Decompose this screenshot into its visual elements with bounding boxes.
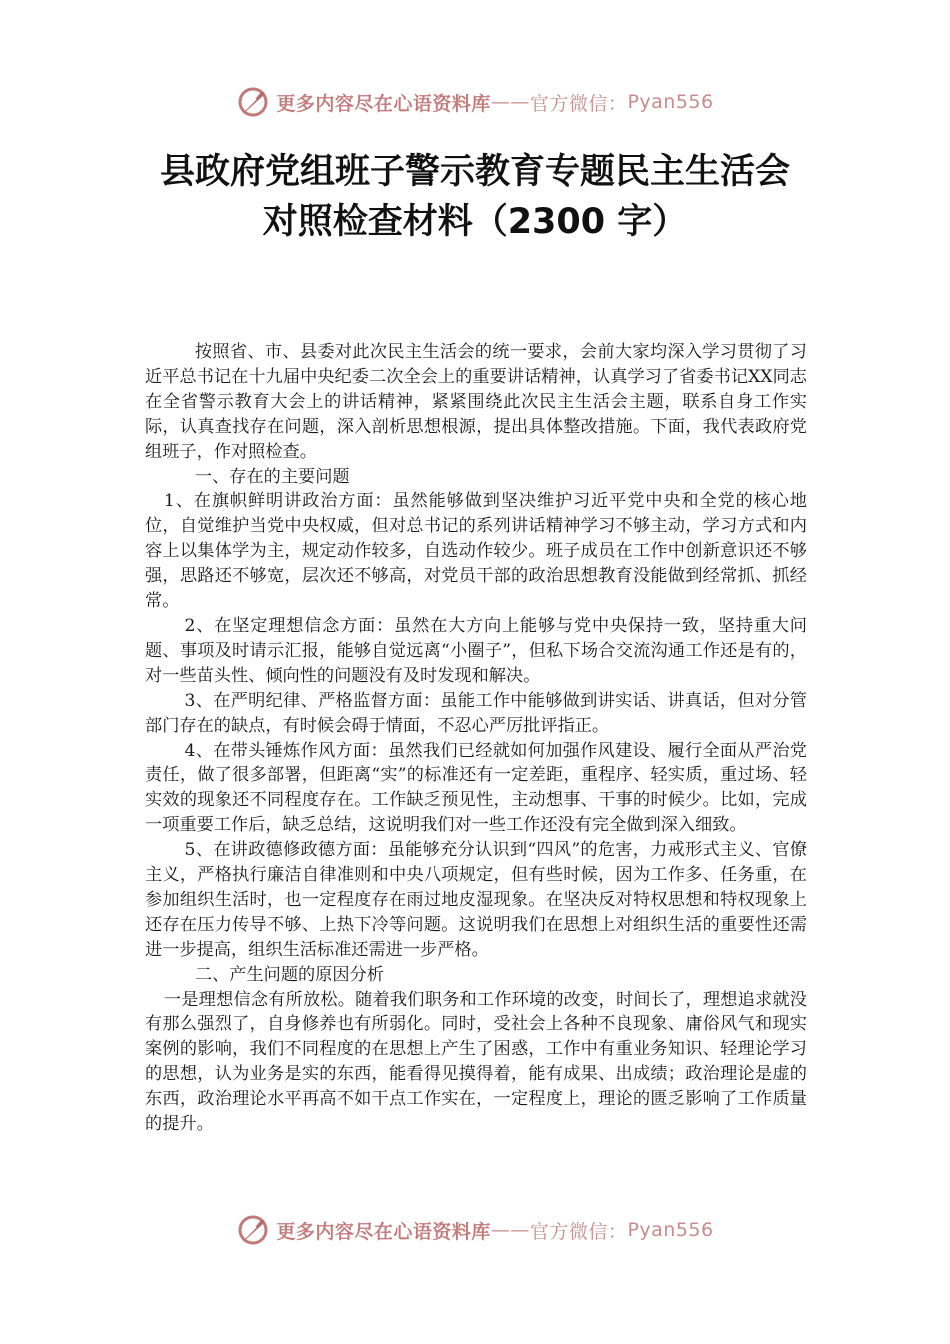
watermark-official: 官方微信： (529, 1220, 628, 1243)
document-body (145, 340, 807, 1137)
watermark-official: 官方微信： (529, 92, 628, 115)
document-title-line2: 对照检查材料（2300 字） (262, 202, 688, 242)
quill-logo-icon (236, 1213, 270, 1247)
paragraph-item-2: 2、在坚定理想信念方面：虽然在大方向上能够与党中央保持一致，坚持重大问题、事项及时请示汇报，能够自觉远离“小圈子”，但私下场合交流沟通工作还是有的，对一些苗头性、倾向性的问题没有及时发现和解决。 (145, 615, 807, 686)
watermark-brand: 更多内容尽在心语资料库 (276, 92, 491, 115)
watermark-account: Pyan556 (627, 1219, 714, 1241)
paragraph-item-3: 3、在严明纪律、严格监督方面：虽能工作中能够做到讲实话、讲真话，但对分管部门存在的缺点，有时候会碍于情面，不忍心严厉批评指正。 (145, 690, 807, 736)
watermark-separator: —— (490, 91, 530, 113)
document-title-line1: 县政府党组班子警示教育专题民主生活会 (159, 152, 790, 192)
paragraph-intro: 按照省、市、县委对此次民主生活会的统一要求，会前大家均深入学习贯彻了习近平总书记在十九届中央纪委二次全会上的重要讲话精神，认真学习了省委书记XX同志在全省警示教育大会上的讲话精神，紧紧围绕此次民主生活会主题，联系自身工作实际，认真查找存在问题，深入剖析思想根源，提出具体整改措施。下面，我代表政府党组班子，作对照检查。 (145, 342, 807, 462)
paragraph-cause-1: 一是理想信念有所放松。随着我们职务和工作环境的改变，时间长了，理想追求就没有那么强烈了，自身修养也有所弱化。同时，受社会上各种不良现象、庸俗风气和现实案例的影响，我们不同程度的在思想上产生了困惑，工作中有重业务知识、轻理论学习的思想，认为业务是实的东西，能看得见摸得着，能有成果、出成绩；政治理论是虚的东西，政治理论水平再高不如干点工作实在，一定程度上，理论的匮乏影响了工作质量的提升。 (145, 989, 807, 1135)
watermark-brand: 更多内容尽在心语资料库 (276, 1220, 491, 1243)
section-heading-1: 一、存在的主要问题 (194, 466, 350, 487)
watermark-header (0, 82, 950, 122)
watermark-footer (0, 1210, 950, 1250)
quill-logo-icon (236, 85, 270, 119)
watermark-separator: —— (490, 1219, 530, 1241)
section-heading-2: 二、产生问题的原因分析 (194, 964, 384, 985)
paragraph-item-4: 4、在带头锤炼作风方面：虽然我们已经就如何加强作风建设、履行全面从严治党责任，做了很多部署，但距离“实”的标准还有一定差距，重程序、轻实质，重过场、轻实效的现象还不同程度存在。工作缺乏预见性，主动想事、干事的时候少。比如，完成一项重要工作后，缺乏总结，这说明我们对一些工作还没有完全做到深入细致。 (145, 740, 807, 836)
watermark-account: Pyan556 (627, 91, 714, 113)
paragraph-item-1: 1、在旗帜鲜明讲政治方面：虽然能够做到坚决维护习近平党中央和全党的核心地位，自觉维护当党中央权威，但对总书记的系列讲话精神学习不够主动，学习方式和内容上以集体学为主，规定动作较多，自选动作较少。班子成员在工作中创新意识还不够强，思路还不够宽，层次还不够高，对党员干部的政治思想教育没能做到经常抓、抓经常。 (145, 491, 807, 612)
paragraph-item-5: 5、在讲政德修政德方面：虽能够充分认识到“四风”的危害，力戒形式主义、官僚主义，严格执行廉洁自律准则和中央八项规定，但有些时候，因为工作多、任务重，在参加组织生活时，也一定程度存在雨过地皮湿现象。在坚决反对特权思想和特权现象上还存在压力传导不够、上热下冷等问题。这说明我们在思想上对组织生活的重要性还需进一步提高，组织生活标准还需进一步严格。 (145, 840, 807, 960)
